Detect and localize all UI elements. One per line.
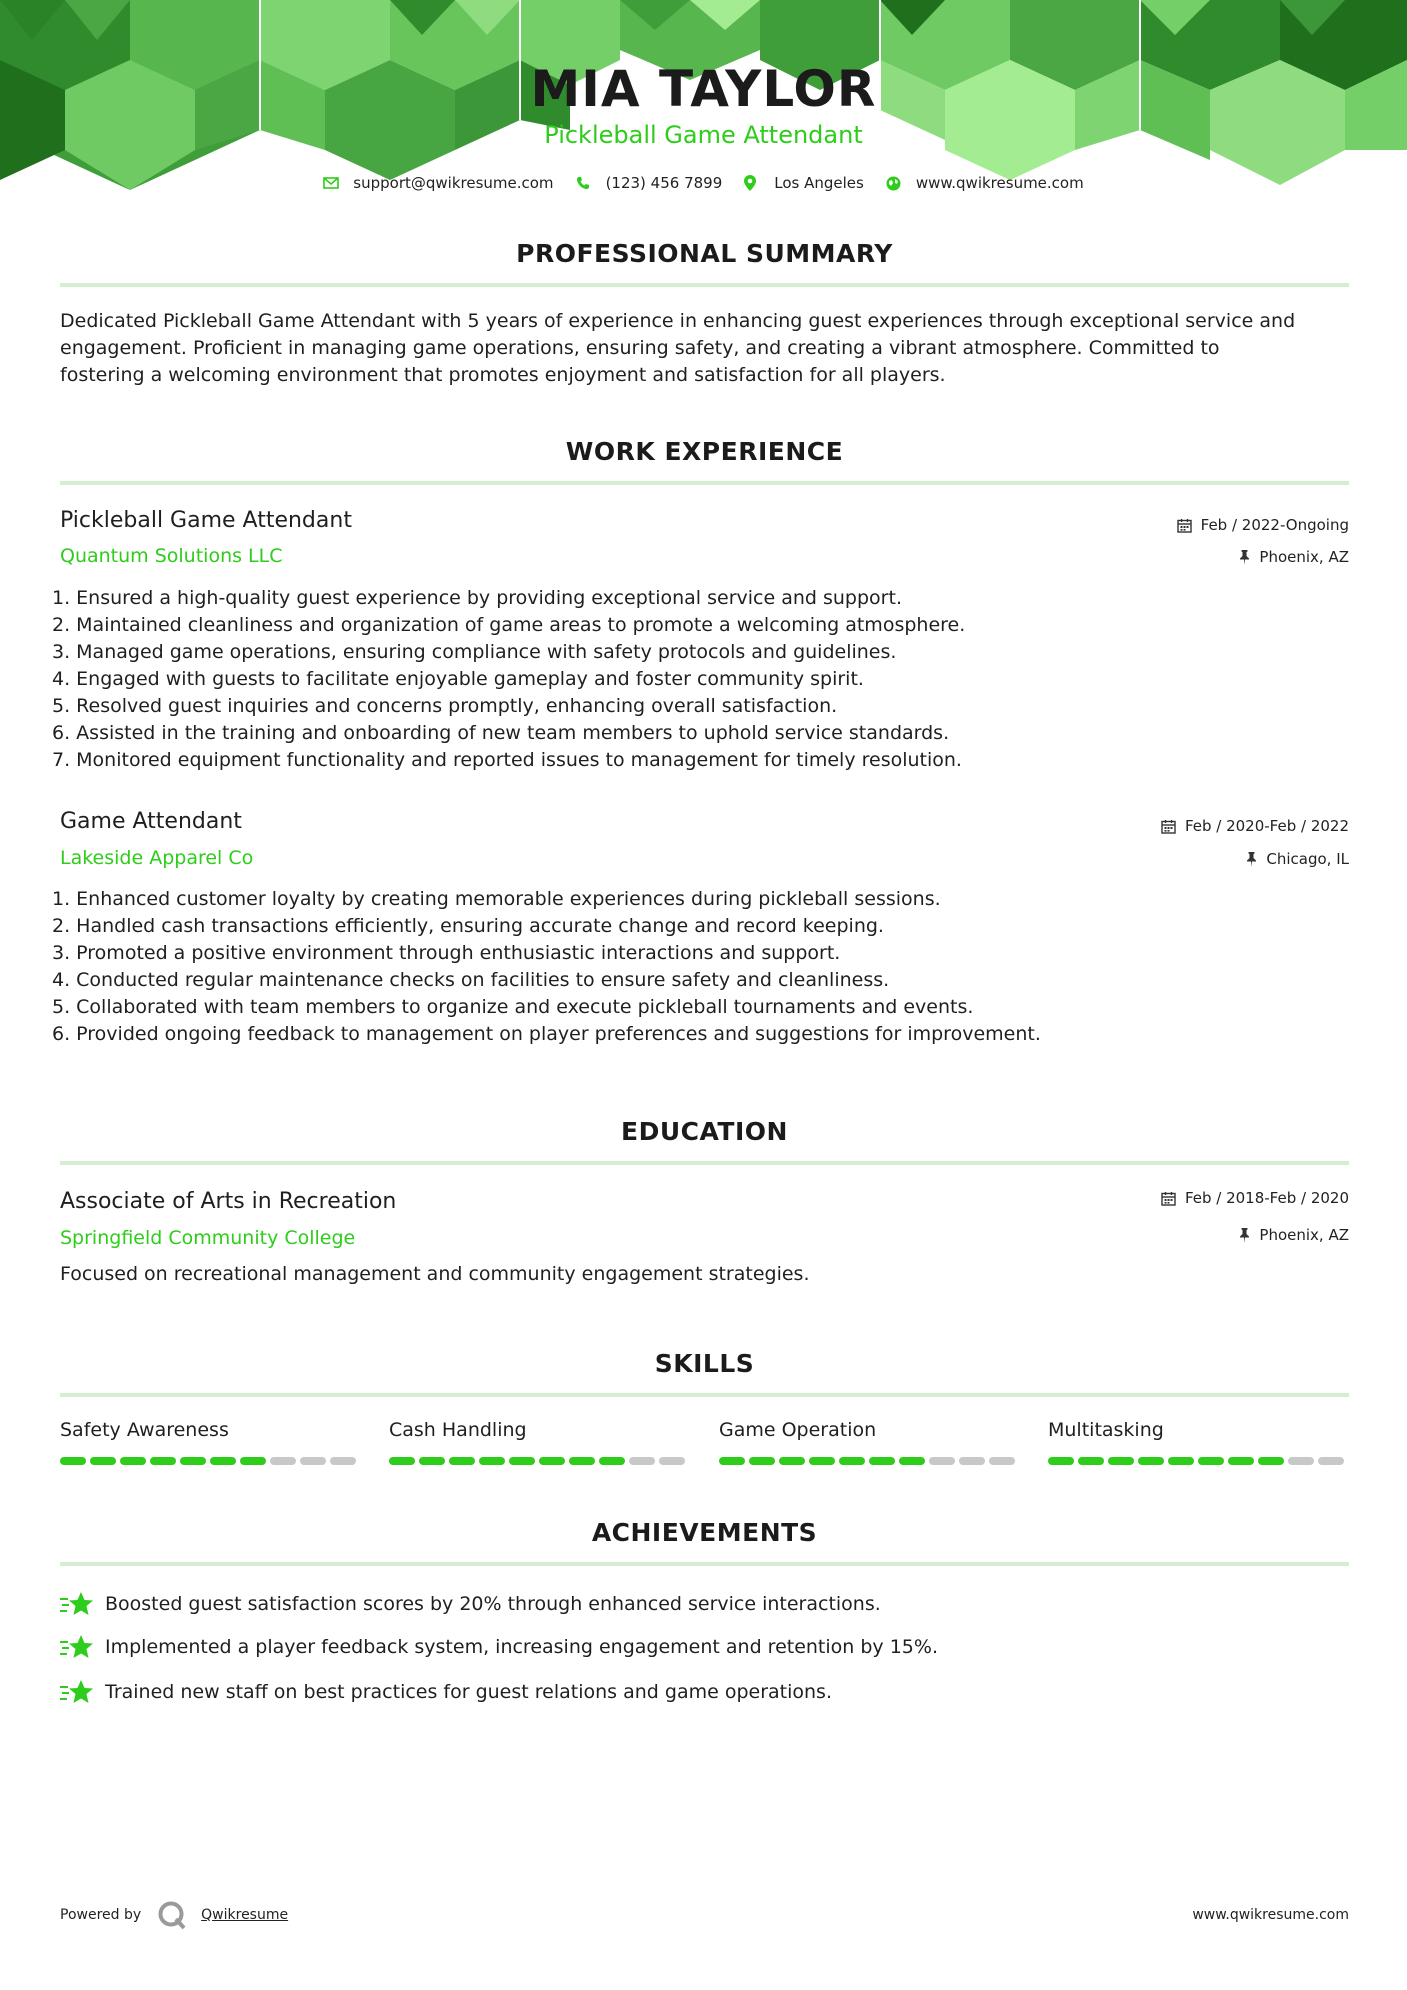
summary-heading: PROFESSIONAL SUMMARY xyxy=(516,239,893,268)
education-dates-text: Feb / 2018-Feb / 2020 xyxy=(1184,1189,1349,1207)
skill-segment-empty xyxy=(959,1457,985,1465)
education-location xyxy=(1239,1226,1349,1244)
skill-segment-filled xyxy=(1078,1457,1104,1465)
job-bullet: 3. Managed game operations, ensuring compliance with safety protocols and guidelines. xyxy=(52,641,897,663)
achievement-text: Implemented a player feedback system, increasing engagement and retention by 15%. xyxy=(105,1636,938,1658)
skill-segment-filled xyxy=(749,1457,775,1465)
education-description: Focused on recreational management and community engagement strategies. xyxy=(60,1263,810,1285)
skill-segment-filled xyxy=(809,1457,835,1465)
job-bullet: 7. Monitored equipment functionality and reported issues to management for timely resolution. xyxy=(52,749,962,771)
job-bullet: 1. Ensured a high-quality guest experience by providing exceptional service and support. xyxy=(52,587,902,609)
skills-divider xyxy=(60,1393,1349,1397)
skill-item xyxy=(719,1419,1019,1441)
job-location-text: Chicago, IL xyxy=(1266,850,1349,868)
achievement-item xyxy=(60,1633,938,1661)
education-heading: EDUCATION xyxy=(621,1117,788,1146)
job-bullet: 2. Handled cash transactions efficiently, ensuring accurate change and record keeping. xyxy=(52,915,884,937)
calendar-icon xyxy=(1161,819,1176,834)
candidate-name: MIA TAYLOR xyxy=(530,60,877,118)
phone-icon xyxy=(576,176,592,190)
footer-website[interactable]: www.qwikresume.com xyxy=(1192,1907,1349,1923)
skill-item xyxy=(389,1419,689,1441)
calendar-icon xyxy=(1161,1191,1176,1206)
contact-email[interactable] xyxy=(323,174,553,192)
skill-segment-filled xyxy=(1228,1457,1254,1465)
education-dates xyxy=(1161,1189,1349,1207)
skill-segment-filled xyxy=(1258,1457,1284,1465)
map-marker-icon xyxy=(744,175,760,191)
summary-text xyxy=(60,308,1349,389)
skill-item xyxy=(1048,1419,1348,1441)
job-bullet-list xyxy=(52,886,1342,1048)
skill-segment-filled xyxy=(869,1457,895,1465)
experience-divider xyxy=(60,481,1349,485)
job-bullet: 3. Promoted a positive environment through enthusiastic interactions and support. xyxy=(52,942,841,964)
skill-segment-filled xyxy=(899,1457,925,1465)
powered-by-label: Powered by xyxy=(60,1907,142,1923)
pushpin-icon xyxy=(1239,1228,1250,1243)
job-bullet: 2. Maintained cleanliness and organization of game areas to promote a welcoming atmosphere. xyxy=(52,614,966,636)
summary-line: Dedicated Pickleball Game Attendant with 5 years of experience in enhancing guest experiences through exceptional service and xyxy=(60,310,1296,332)
job-company: Lakeside Apparel Co xyxy=(60,847,254,869)
job-location xyxy=(1239,548,1349,566)
summary-divider xyxy=(60,283,1349,287)
contact-phone[interactable] xyxy=(576,174,723,192)
job-dates-text: Feb / 2020-Feb / 2022 xyxy=(1184,817,1349,835)
skill-segment-filled xyxy=(90,1457,116,1465)
skill-segment-empty xyxy=(989,1457,1015,1465)
skill-segment-filled xyxy=(240,1457,266,1465)
skills-heading: SKILLS xyxy=(654,1349,755,1378)
job-dates-text: Feb / 2022-Ongoing xyxy=(1200,516,1349,534)
achievement-text: Trained new staff on best practices for guest relations and game operations. xyxy=(105,1681,832,1703)
job-dates xyxy=(1161,817,1349,835)
education-location-text: Phoenix, AZ xyxy=(1259,1226,1349,1244)
star-icon xyxy=(60,1678,93,1706)
achievements-heading: ACHIEVEMENTS xyxy=(591,1518,818,1547)
skill-segment-filled xyxy=(60,1457,86,1465)
achievements-divider xyxy=(60,1562,1349,1566)
skill-segment-filled xyxy=(1168,1457,1194,1465)
pushpin-icon xyxy=(1246,852,1257,867)
job-bullet: 4. Conducted regular maintenance checks on facilities to ensure safety and cleanliness. xyxy=(52,969,890,991)
job-bullet: 1. Enhanced customer loyalty by creating memorable experiences during pickleball sessions. xyxy=(52,888,941,910)
skill-segment-filled xyxy=(539,1457,565,1465)
skill-level-bar xyxy=(389,1457,689,1465)
skill-segment-filled xyxy=(419,1457,445,1465)
skill-segment-filled xyxy=(1198,1457,1224,1465)
skill-segment-filled xyxy=(449,1457,475,1465)
skill-segment-empty xyxy=(300,1457,326,1465)
skill-segment-empty xyxy=(270,1457,296,1465)
skill-item xyxy=(60,1419,360,1441)
candidate-title: Pickleball Game Attendant xyxy=(544,121,863,149)
skill-segment-empty xyxy=(330,1457,356,1465)
job-bullet: 6. Assisted in the training and onboarding of new team members to uphold service standards. xyxy=(52,722,950,744)
job-title: Pickleball Game Attendant xyxy=(60,508,352,533)
contact-phone-text: (123) 456 7899 xyxy=(605,174,723,192)
contact-location-text: Los Angeles xyxy=(774,174,864,192)
skill-level-bar xyxy=(1048,1457,1348,1465)
skill-segment-filled xyxy=(389,1457,415,1465)
summary-line: fostering a welcoming environment that promotes enjoyment and satisfaction for all players. xyxy=(60,364,946,386)
summary-line: engagement. Proficient in managing game operations, ensuring safety, and creating a vibrant atmosphere. Committed to xyxy=(60,337,1220,359)
qwikresume-logo-icon xyxy=(157,1900,187,1930)
achievement-item xyxy=(60,1590,881,1618)
skill-name: Multitasking xyxy=(1048,1419,1164,1441)
job-dates xyxy=(1177,516,1349,534)
skill-segment-filled xyxy=(1048,1457,1074,1465)
skill-segment-filled xyxy=(120,1457,146,1465)
skill-segment-filled xyxy=(479,1457,505,1465)
skill-segment-empty xyxy=(659,1457,685,1465)
skill-segment-filled xyxy=(779,1457,805,1465)
experience-heading: WORK EXPERIENCE xyxy=(565,437,844,466)
contact-bar xyxy=(0,174,1407,192)
skill-segment-filled xyxy=(839,1457,865,1465)
education-degree: Associate of Arts in Recreation xyxy=(60,1189,397,1214)
skill-segment-filled xyxy=(1108,1457,1134,1465)
qwikresume-link[interactable]: Qwikresume xyxy=(201,1907,289,1923)
job-company: Quantum Solutions LLC xyxy=(60,545,283,567)
calendar-icon xyxy=(1177,518,1192,533)
pushpin-icon xyxy=(1239,550,1250,565)
job-location xyxy=(1246,850,1349,868)
contact-website[interactable] xyxy=(886,174,1084,192)
skill-name: Cash Handling xyxy=(389,1419,527,1441)
achievement-item xyxy=(60,1678,832,1706)
skill-segment-empty xyxy=(1318,1457,1344,1465)
achievement-text: Boosted guest satisfaction scores by 20% through enhanced service interactions. xyxy=(105,1593,881,1615)
skill-segment-filled xyxy=(150,1457,176,1465)
star-icon xyxy=(60,1590,93,1618)
skill-segment-empty xyxy=(929,1457,955,1465)
envelope-icon xyxy=(323,177,339,189)
job-location-text: Phoenix, AZ xyxy=(1259,548,1349,566)
skill-segment-empty xyxy=(629,1457,655,1465)
star-icon xyxy=(60,1633,93,1661)
job-bullet: 5. Resolved guest inquiries and concerns promptly, enhancing overall satisfaction. xyxy=(52,695,838,717)
contact-website-text: www.qwikresume.com xyxy=(915,174,1084,192)
job-bullet: 4. Engaged with guests to facilitate enjoyable gameplay and foster community spirit. xyxy=(52,668,864,690)
job-bullet-list xyxy=(52,585,1342,774)
skill-name: Game Operation xyxy=(719,1419,877,1441)
globe-icon xyxy=(886,176,902,191)
contact-email-text: support@qwikresume.com xyxy=(353,174,554,192)
skill-segment-filled xyxy=(1138,1457,1164,1465)
footer-branding xyxy=(60,1900,288,1930)
skill-segment-filled xyxy=(210,1457,236,1465)
skill-level-bar xyxy=(60,1457,360,1465)
job-bullet: 5. Collaborated with team members to organize and execute pickleball tournaments and events. xyxy=(52,996,974,1018)
skill-segment-filled xyxy=(569,1457,595,1465)
skill-segment-empty xyxy=(1288,1457,1314,1465)
contact-location xyxy=(744,174,864,192)
education-school: Springfield Community College xyxy=(60,1227,356,1249)
education-divider xyxy=(60,1161,1349,1165)
job-title: Game Attendant xyxy=(60,809,242,834)
skill-segment-filled xyxy=(719,1457,745,1465)
skill-segment-filled xyxy=(509,1457,535,1465)
skill-segment-filled xyxy=(180,1457,206,1465)
skill-segment-filled xyxy=(599,1457,625,1465)
job-bullet: 6. Provided ongoing feedback to management on player preferences and suggestions for improvement. xyxy=(52,1023,1041,1045)
skill-level-bar xyxy=(719,1457,1019,1465)
skill-name: Safety Awareness xyxy=(60,1419,229,1441)
